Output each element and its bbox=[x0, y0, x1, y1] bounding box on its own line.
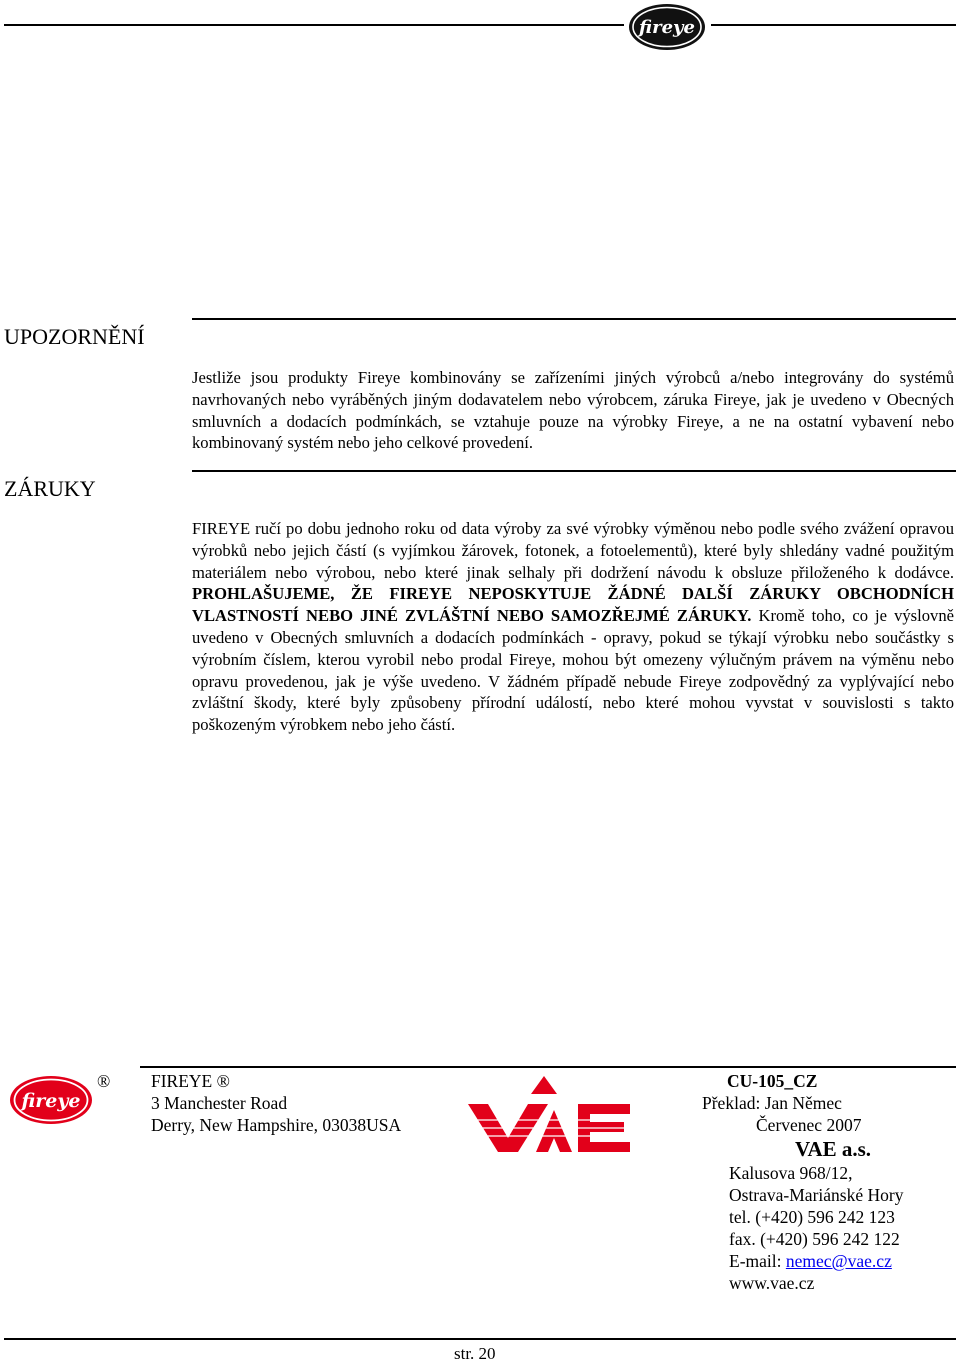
vae-email-link[interactable]: nemec@vae.cz bbox=[785, 1251, 892, 1271]
document-code: CU-105_CZ bbox=[727, 1071, 818, 1091]
fireye-footer-logo-icon bbox=[8, 1074, 94, 1131]
vae-email-line bbox=[729, 1250, 892, 1272]
vae-website: www.vae.cz bbox=[729, 1273, 815, 1293]
header-rule-right bbox=[711, 24, 956, 26]
registered-mark: ® bbox=[97, 1071, 111, 1091]
footer-rule-top bbox=[140, 1066, 956, 1068]
section-rule-warranty bbox=[192, 470, 956, 472]
vae-phone: tel. (+420) 596 242 123 bbox=[729, 1207, 895, 1227]
fireye-company-name: FIREYE ® bbox=[151, 1071, 230, 1091]
warranty-disclaimer: PROHLAŠUJEME, ŽE FIREYE NEPOSKYTUJE ŽÁDNÉ DALŠÍ ZÁRUKY OBCHODNÍCH VLASTNOSTÍ NEBO JINÉ ZVLÁŠTNÍ NEBO SAMOZŘEJMÉ ZÁRUKY. bbox=[192, 584, 954, 626]
section-rule-warning bbox=[192, 318, 956, 320]
document-translation: Překlad: Jan Němec bbox=[702, 1093, 842, 1113]
footer-rule-bottom bbox=[4, 1338, 956, 1340]
footer-logo-text: fireye bbox=[21, 1090, 81, 1112]
vae-company-name: VAE a.s. bbox=[795, 1137, 872, 1161]
vae-fax: fax. (+420) 596 242 122 bbox=[729, 1229, 900, 1249]
warning-paragraph: Jestliže jsou produkty Fireye kombinovány se zařízeními jiných výrobců a/nebo integrovány do systémů navrhovaných nebo vyráběných jiným dodavatelem nebo výrobcem, záruka Fireye, jak je uvedeno v Obecných smluvních a dodacích podmínkách, se vztahuje pouze na výrobky Fireye, a ne na ostatní vybavení nebo kombinovaný systém nebo jeho celkové provedení. bbox=[192, 368, 954, 453]
document-date: Červenec 2007 bbox=[756, 1115, 862, 1135]
warranty-text-2: Kromě toho, co je výslovně uvedeno v Obecných smluvních a dodacích podmínkách - opravy, pokud se týkají výrobku nebo součástky s výrobním číslem, kterou vyrobil nebo prodal Fireye, mohou být omezeny výlučným právem na výměnu nebo opravu provedenou, jak je výše uvedeno. V žádném případě nebude Fireye zodpovědný za vyplývající nebo zvláštní škody, které byly způsobeny přírodní událostí, nebo které mohou vyvstat v souvislosti s takto poškozeným výrobkem nebo jeho částí. bbox=[192, 606, 954, 735]
warranty-heading: ZÁRUKY bbox=[4, 476, 96, 501]
page-number: str. 20 bbox=[454, 1344, 496, 1363]
vae-street: Kalusova 968/12, bbox=[729, 1163, 853, 1183]
warning-heading: UPOZORNĚNÍ bbox=[4, 324, 145, 349]
warranty-text-1: FIREYE ručí po dobu jednoho roku od data výroby za své výrobky výměnou nebo podle svého zvážení opravou výrobků nebo jejich částí (s vyjímkou žárovek, fotonek, a fotoelementů), které byly shledány vadné použitým materiálem nebo výrobou, nebo které jinak selhaly při dodržení návodu k obsluze přiloženého k dodávce. bbox=[192, 519, 954, 582]
vae-logo-icon bbox=[466, 1076, 632, 1157]
header-rule-left bbox=[4, 24, 624, 26]
top-logo-text: fireye bbox=[639, 17, 695, 38]
vae-city: Ostrava-Mariánské Hory bbox=[729, 1185, 904, 1205]
fireye-street: 3 Manchester Road bbox=[151, 1093, 288, 1113]
svg-text:VAE: VAE bbox=[548, 1150, 550, 1151]
warranty-paragraph bbox=[192, 518, 954, 736]
fireye-city: Derry, New Hampshire, 03038USA bbox=[151, 1115, 402, 1135]
vae-email-label: E-mail: bbox=[729, 1251, 786, 1271]
fireye-logo-icon bbox=[627, 2, 707, 52]
